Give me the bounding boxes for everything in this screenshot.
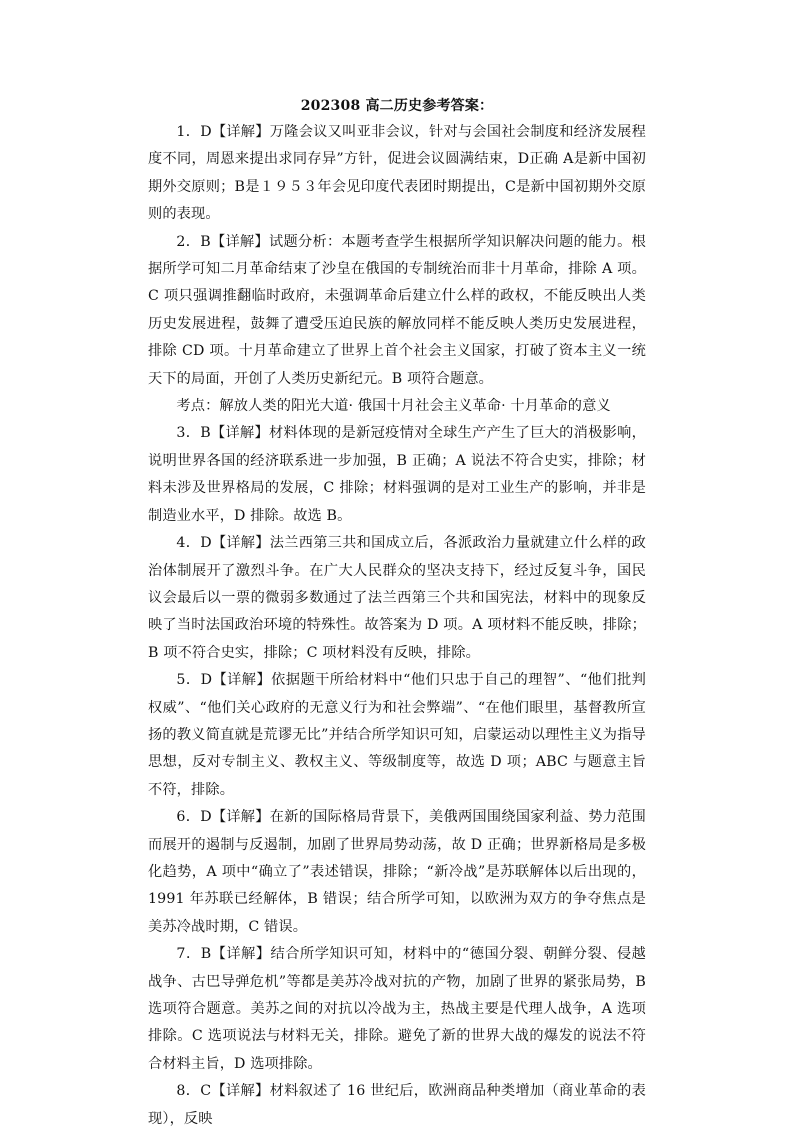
answer-explanation: 材料体现的是新冠疫情对全球生产产生了巨大的消极影响，说明世界各国的经济联系进一步加强，B 正确；A 说法不符合史实，排除；材料未涉及世界格局的发展，C 排除；材料强调的是对工业生产的影响，并非是制造业水平，D 排除。故选 B。 xyxy=(148,425,647,524)
answer-tag: 【详解】 xyxy=(211,946,271,963)
answer-note: 考点：解放人类的阳光大道· 俄国十月社会主义革命· 十月革命的意义 xyxy=(176,398,611,415)
answer-key: B xyxy=(200,233,211,250)
answer-key: B xyxy=(200,946,212,963)
answer-key: D xyxy=(200,809,212,826)
answer-paragraph xyxy=(148,119,646,229)
answer-paragraph xyxy=(148,1078,646,1133)
answer-key: D xyxy=(200,672,213,689)
answer-number: 8． xyxy=(176,1083,201,1100)
answer-paragraph xyxy=(148,229,646,393)
answer-paragraph xyxy=(148,420,646,530)
answer-number: 1． xyxy=(176,124,201,140)
answer-explanation: 试题分析：本题考查学生根据所学知识解决问题的能力。根据所学可知二月革命结束了沙皇在俄国的专制统治而非十月革命，排除 A 项。C 项只强调推翻临时政府，未强调革命后建立什么样的政权，不能反映出人类历史发展进程，鼓舞了遭受压迫民族的解放同样不能反映人类历史发展进程，排除 CD 项。十月革命建立了世界上首个社会主义国家，打破了资本主义一统天下的局面，开创了人类历史新纪元。B 项符合题意。 xyxy=(148,233,647,387)
answer-3 xyxy=(148,420,646,530)
answer-paragraph xyxy=(148,667,646,804)
answer-tag: 【详解】 xyxy=(210,425,270,442)
answer-paragraph xyxy=(148,530,646,667)
answer-key: D xyxy=(200,535,212,552)
answer-explanation: 依据题干所给材料中“他们只忠于自己的理智”、“他们批判权威”、“他们关心政府的无意义行为和社会弊端”、“在他们眼里，基督教所宣扬的教义简直就是荒谬无比”并结合所学知识可知，启蒙运动以理性主义为指导思想，反对专制主义、教权主义、等级制度等，故选 D 项；ABC 与题意主旨不符，排除。 xyxy=(148,672,647,798)
answer-paragraph xyxy=(148,804,646,941)
answer-paragraph xyxy=(148,941,646,1078)
answer-explanation: 法兰西第三共和国成立后，各派政治力量就建立什么样的政治体制展开了激烈斗争。在广大人民群众的坚决支持下，经过反复斗争，国民议会最后以一票的微弱多数通过了法兰西第三个共和国宪法，材料中的现象反映了当时法国政治环境的特殊性。故答案为 D 项。A 项材料不能反映，排除；B 项不符合史实，排除；C 项材料没有反映，排除。 xyxy=(148,535,646,661)
answer-tag: 【详解】 xyxy=(211,535,270,552)
answer-tag: 【详解】 xyxy=(211,1083,270,1100)
answer-tag: 【详解】 xyxy=(210,233,270,250)
answer-tag: 【详解】 xyxy=(211,124,270,140)
answer-key: B xyxy=(200,425,211,442)
document-title: 202308 高二历史参考答案： xyxy=(300,98,494,114)
answer-explanation: 结合所学知识可知，材料中的“德国分裂、朝鲜分裂、侵越战争、古巴导弹危机”等都是美苏冷战对抗的产物，加剧了世界的紧张局势，B 选项符合题意。美苏之间的对抗以冷战为主，热战主要是代理人战争，A 选项排除。C 选项说法与材料无关，排除。避免了新的世界大战的爆发的说法不符合材料主旨，D 选项排除。 xyxy=(148,946,647,1072)
answer-number: 2． xyxy=(176,233,201,250)
answer-key: D xyxy=(200,124,212,140)
answer-number: 4． xyxy=(176,535,201,552)
answer-number: 7． xyxy=(176,946,201,963)
answer-number: 3． xyxy=(176,425,201,442)
answer-1 xyxy=(148,119,646,229)
answer-4 xyxy=(148,530,646,667)
answer-explanation: 在新的国际格局背景下，美俄两国围绕国家利益、势力范围而展开的遏制与反遏制，加剧了世界局势动荡，故 D 正确；世界新格局是多极化趋势，A 项中“确立了”表述错误，排除；“新冷战”是苏联解体以后出现的，1991 年苏联已经解体，B 错误；结合所学可知，以欧洲为双方的争夺焦点是美苏冷战时期，C 错误。 xyxy=(148,809,646,935)
answer-number: 6． xyxy=(176,809,201,826)
answer-6 xyxy=(148,804,646,941)
answer-8 xyxy=(148,1078,646,1133)
answer-2 xyxy=(148,229,646,421)
answer-5 xyxy=(148,667,646,804)
answer-tag: 【详解】 xyxy=(212,672,272,689)
answer-number: 5． xyxy=(176,672,201,689)
answer-explanation: 材料叙述了 16 世纪后，欧洲商品种类增加（商业革命的表现），反映 xyxy=(148,1083,646,1127)
answer-tag: 【详解】 xyxy=(211,809,270,826)
answer-key: C xyxy=(200,1083,212,1100)
answer-7 xyxy=(148,941,646,1078)
answer-explanation: 万隆会议又叫亚非会议，针对与会国社会制度和经济发展程度不同，周恩来提出求同存异”方针，促进会议圆满结束，D正确 A是新中国初期外交原则；B是１９５３年会见印度代表团时期提出，C是新中国初期外交原则的表现。 xyxy=(148,124,646,223)
